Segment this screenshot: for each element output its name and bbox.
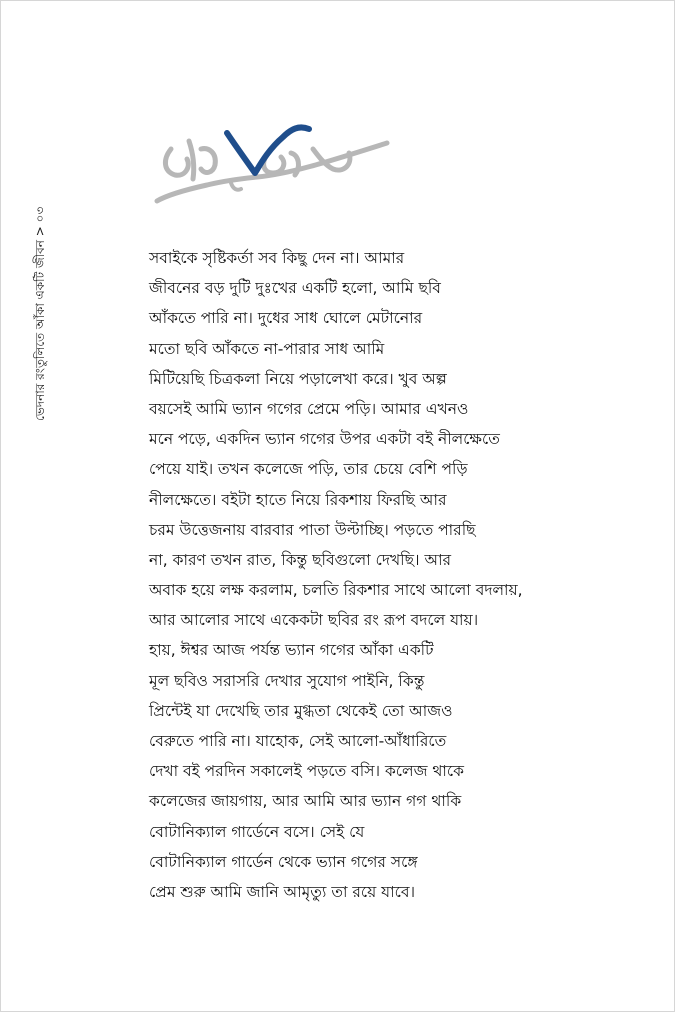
text-line: বয়সেই আমি ভ্যান গগের প্রেমে পড়ি। আমার এখনও: [149, 399, 469, 418]
body-text: [149, 243, 629, 907]
text-line: আঁকতে পারি না। দুধের সাধ ঘোলে মেটানোর: [149, 309, 423, 328]
text-line: বোটানিক্যাল গার্ডেনে বসে। সেই যে: [149, 822, 365, 841]
text-line: সবাইকে সৃষ্টিকর্তা সব কিছু দেন না। আমার: [149, 249, 405, 267]
text-line: অবাক হয়ে লক্ষ করলাম, চলতি রিকশার সাথে আলো বদলায়,: [149, 581, 523, 600]
text-line: প্রিন্টেই যা দেখেছি তার মুগ্ধতা থেকেই তো আজও: [149, 701, 453, 720]
text-line: মিটিয়েছি চিত্রকলা নিয়ে পড়ালেখা করে। খুব অল্প: [149, 369, 447, 388]
chapter-heading: [149, 119, 399, 219]
text-line: চরম উত্তেজনায় বারবার পাতা উল্টাচ্ছি। পড়তে পারছি: [149, 520, 476, 539]
text-line: হায়, ঈশ্বর আজ পর্যন্ত ভ্যান গগের আঁকা একটি: [149, 641, 434, 660]
text-line: বোটানিক্যাল গার্ডেন থেকে ভ্যান গগের সঙ্গে: [149, 852, 418, 871]
text-line: আর আলোর সাথে একেকটা ছবির রং রূপ বদলে যায়।: [149, 611, 479, 630]
text-line: প্রেম শুরু আমি জানি আমৃত্যু তা রয়ে যাবে।: [149, 882, 416, 901]
text-line: জীবনের বড় দুটি দুঃখের একটি হলো, আমি ছবি: [149, 279, 441, 298]
text-line: বেরুতে পারি না। যাহোক, সেই আলো-আঁধারিতে: [149, 732, 447, 750]
text-line: কলেজের জায়গায়, আর আমি আর ভ্যান গগ থাকি: [149, 792, 462, 811]
text-line: পেয়ে যাই। তখন কলেজে পড়ি, তার চেয়ে বেশি পড়ি: [149, 460, 468, 479]
text-line: নীলক্ষেতে। বইটা হাতে নিয়ে রিকশায় ফিরছি আর: [149, 490, 447, 509]
running-header: [29, 121, 49, 421]
text-line: দেখা বই পরদিন সকালেই পড়তে বসি। কলেজ থাকে: [149, 762, 464, 781]
text-line: না, কারণ তখন রাত, কিন্তু ছবিগুলো দেখছি। আর: [149, 550, 452, 569]
text-line: মূল ছবিও সরাসরি দেখার সুযোগ পাইনি, কিন্তু: [149, 671, 425, 690]
running-header-text: ভেদনার রংতুলিতে আঁকা একটি জীবন > ০৩: [33, 206, 47, 421]
chapter-heading-calligraphy: [149, 119, 399, 219]
text-line: মনে পড়ে, একদিন ভ্যান গগের উপর একটা বই নীলক্ষেতে: [149, 430, 500, 449]
text-line: মতো ছবি আঁকতে না-পারার সাধ আমি: [149, 339, 385, 358]
